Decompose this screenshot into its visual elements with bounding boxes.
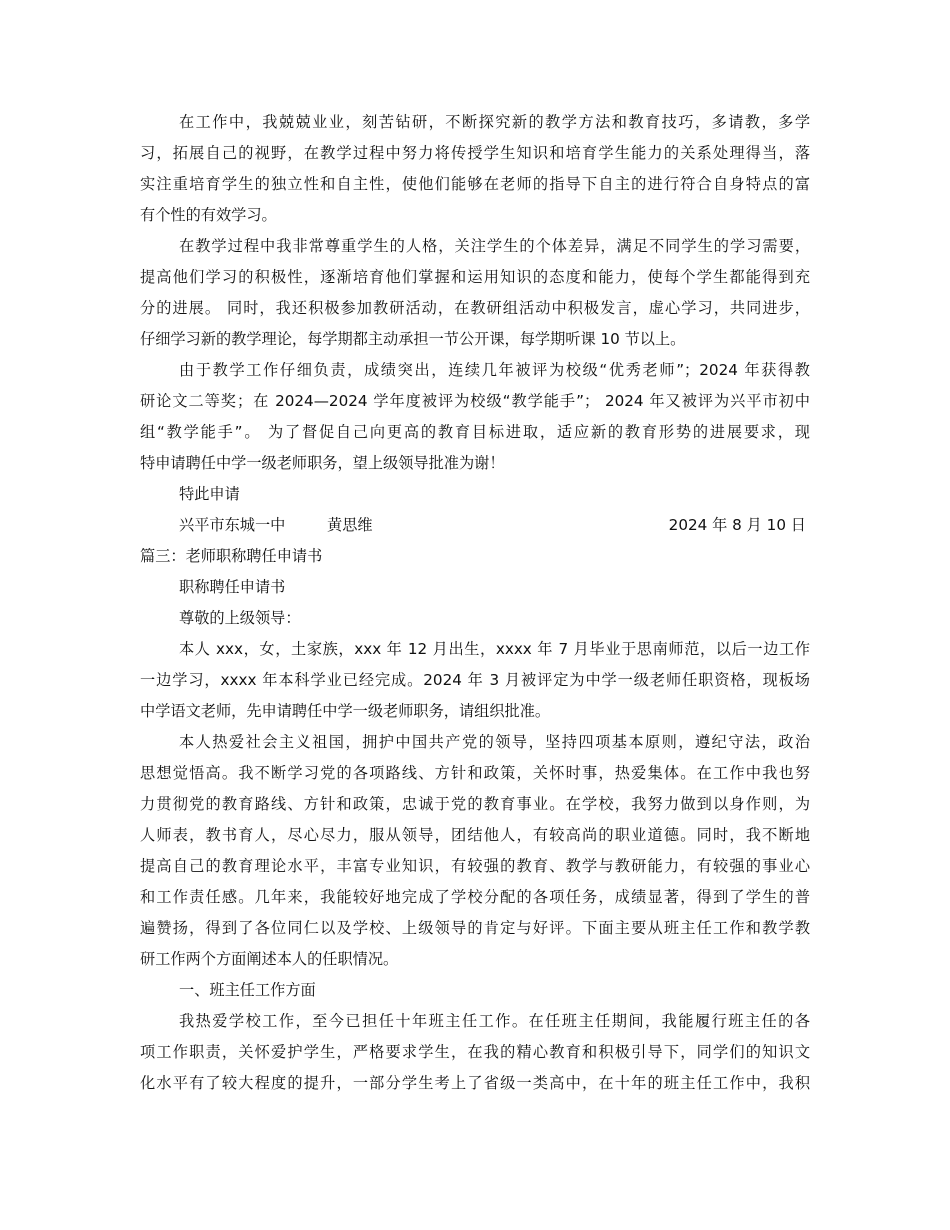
subheading: 一、班主任工作方面	[179, 981, 316, 999]
paragraph-line: 本人热爱社会主义祖国，拥护中国共产党的领导，坚持四项基本原则，遵纪守法，政治	[179, 733, 810, 751]
paragraph-line: 实注重培育学生的独立性和自主性，使他们能够在老师的指导下自主的进行符合自身特点的富	[140, 175, 810, 193]
paragraph-line: 研论文二等奖；在 2024—2024 学年度被评为校级“教学能手”； 2024 年又被评为兴平市初中	[140, 392, 810, 410]
signature-date: 2024 年 8 月 10 日	[668, 516, 806, 534]
paragraph-line: 在工作中，我兢兢业业，刻苦钻研，不断探究新的教学方法和教育技巧，多请教，多学	[179, 113, 810, 131]
paragraph-line: 一边学习，xxxx 年本科学业已经完成。2024 年 3 月被评定为中学一级老师任职资格，现板场	[140, 671, 810, 689]
paragraph-line: 化水平有了较大程度的提升，一部分学生考上了省级一类高中，在十年的班主任工作中，我积	[140, 1074, 810, 1092]
paragraph-line: 习，拓展自己的视野，在教学过程中努力将传授学生知识和培育学生能力的关系处理得当，落	[140, 144, 810, 162]
paragraph-line: 由于教学工作仔细负责，成绩突出，连续几年被评为校级“优秀老师”；2024 年获得教	[179, 361, 810, 379]
paragraph-line: 我热爱学校工作，至今已担任十年班主任工作。在任班主任期间，我能履行班主任的各	[179, 1012, 810, 1030]
paragraph-line: 分的进展。 同时，我还积极参加教研活动，在教研组活动中积极发言，虚心学习，共同进步，	[140, 299, 810, 317]
paragraph-line: 人师表，教书育人，尽心尽力，服从领导，团结他人，有较高尚的职业道德。同时，我不断地	[140, 826, 810, 844]
paragraph-line: 组“教学能手”。 为了督促自己向更高的教育目标进取，适应新的教育形势的进展要求，现	[140, 423, 810, 441]
paragraph-line: 中学语文老师，先申请聘任中学一级老师职务，请组织批准。	[140, 702, 551, 720]
paragraph-line: 项工作职责，关怀爱护学生，严格要求学生，在我的精心教育和积极引导下，同学们的知识文	[140, 1043, 810, 1061]
paragraph-line: 力贯彻党的教育路线、方针和政策，忠诚于党的教育事业。在学校，我努力做到以身作则，为	[140, 795, 810, 813]
paragraph-line: 研工作两个方面阐述本人的任职情况。	[140, 950, 399, 968]
paragraph-line: 特申请聘任中学一级老师职务，望上级领导批准为谢！	[140, 454, 505, 472]
paragraph-line: 和工作责任感。几年来，我能较好地完成了学校分配的各项任务，成绩显著，得到了学生的普	[140, 888, 810, 906]
section-heading: 篇三：老师职称聘任申请书	[140, 547, 323, 565]
paragraph-line: 本人 xxx，女，土家族，xxx 年 12 月出生，xxxx 年 7 月毕业于思南师范，以后一边工作	[179, 640, 810, 658]
paragraph-line: 在教学过程中我非常尊重学生的人格，关注学生的个体差异，满足不同学生的学习需要，	[179, 237, 810, 255]
signature-school: 兴平市东城一中	[179, 516, 286, 534]
signature-name: 黄思维	[327, 516, 373, 534]
closing-text: 特此申请	[179, 485, 240, 503]
paragraph-line: 仔细学习新的教学理论，每学期都主动承担一节公开课，每学期听课 10 节以上。	[140, 330, 686, 348]
paragraph-line: 提高他们学习的积极性，逐渐培育他们掌握和运用知识的态度和能力，使每个学生都能得到充	[140, 268, 810, 286]
letter-title: 职称聘任申请书	[179, 578, 286, 596]
paragraph-line: 思想觉悟高。我不断学习党的各项路线、方针和政策，关怀时事，热爱集体。在工作中我也努	[140, 764, 810, 782]
paragraph-line: 遍赞扬，得到了各位同仁以及学校、上级领导的肯定与好评。下面主要从班主任工作和教学教	[140, 919, 810, 937]
salutation: 尊敬的上级领导：	[179, 609, 301, 627]
paragraph-line: 提高自己的教育理论水平，丰富专业知识，有较强的教育、教学与教研能力，有较强的事业心	[140, 857, 810, 875]
paragraph-line: 有个性的有效学习。	[140, 206, 277, 224]
